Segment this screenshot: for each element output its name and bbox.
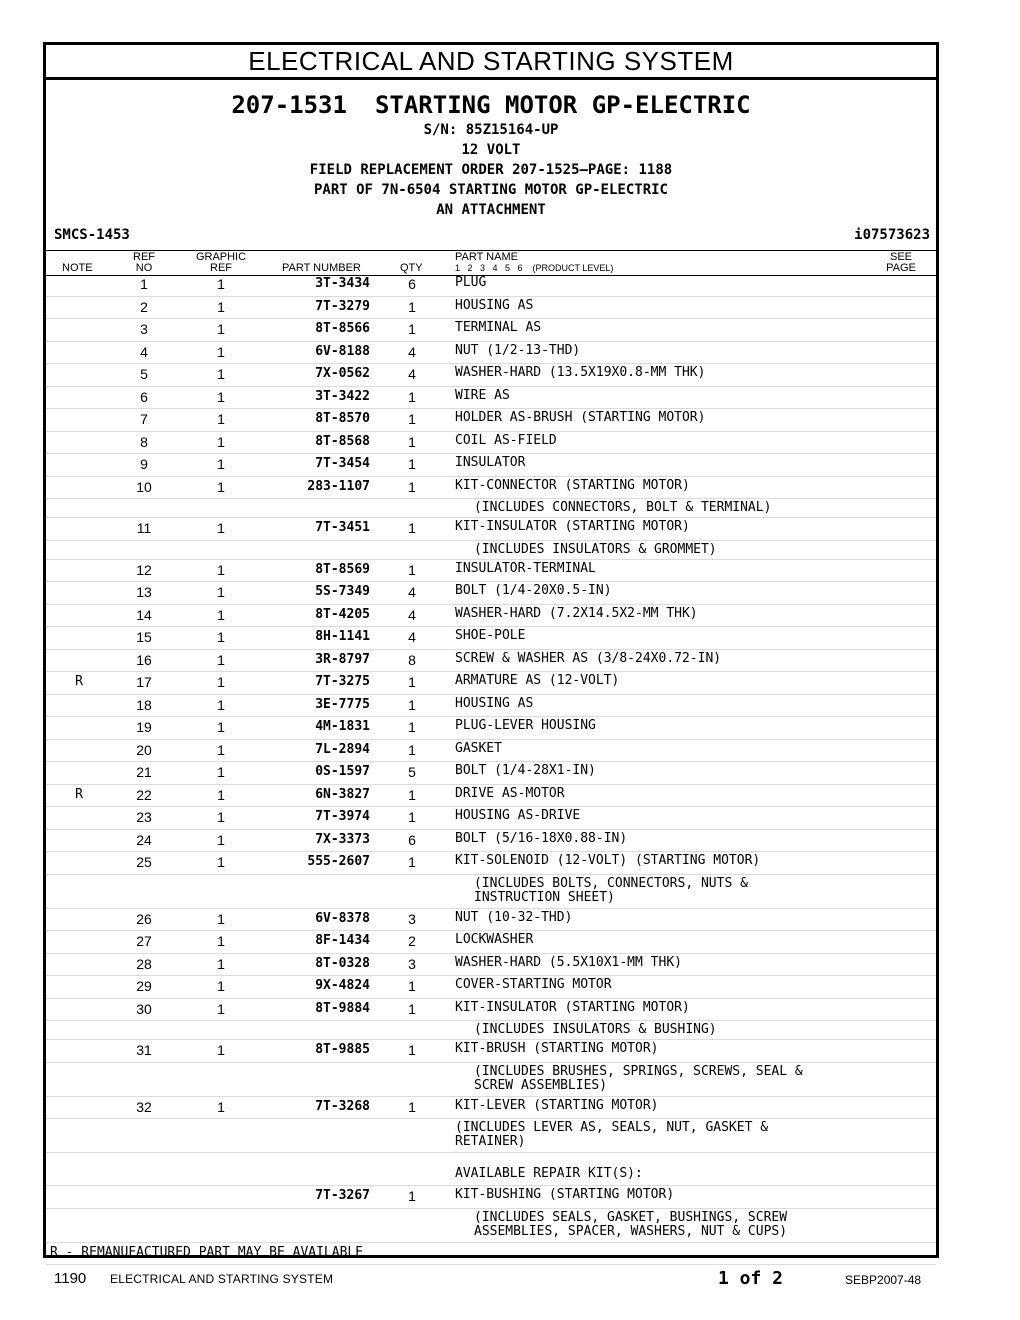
row-ref-no: 25: [136, 854, 152, 870]
table-row: [46, 976, 936, 999]
row-graphic-ref: 1: [217, 298, 225, 315]
row-part-name: PLUG-LEVER HOUSING: [455, 718, 596, 733]
row-part-number: 7T-3451: [315, 520, 370, 535]
row-ref-no: 22: [136, 786, 152, 803]
table-row: [46, 387, 936, 410]
group-number: 207-1531: [231, 91, 347, 119]
row-qty: 1: [408, 456, 416, 472]
col-product-level: 1 2 3 4 5 6 (PRODUCT LEVEL): [455, 263, 614, 273]
row-qty: 1: [408, 674, 416, 690]
table-row: [46, 1186, 936, 1209]
col-part-name: PART NAME: [455, 251, 518, 263]
row-qty: 1: [408, 520, 416, 536]
table-row: [46, 695, 936, 718]
row-graphic-ref: 1: [217, 388, 225, 405]
row-part-name: SHOE-POLE: [455, 628, 526, 643]
row-qty: 1: [408, 786, 416, 803]
row-part-number: 8T-0328: [315, 955, 370, 971]
row-qty: 1: [408, 719, 416, 735]
row-part-name: KIT-BRUSH (STARTING MOTOR): [455, 1041, 659, 1056]
row-graphic-ref: 1: [217, 520, 225, 536]
table-row: [46, 785, 936, 808]
row-graphic-ref: 1: [217, 696, 225, 713]
row-part-name: HOUSING AS-DRIVE: [455, 808, 581, 823]
row-qty: 1: [408, 478, 416, 495]
row-qty: 1: [408, 741, 416, 758]
table-row: [46, 1097, 936, 1120]
table-row: [46, 954, 936, 977]
row-part-name: KIT-INSULATOR (STARTING MOTOR): [455, 999, 690, 1015]
table-row: [46, 875, 936, 909]
table-row: [46, 1021, 936, 1040]
row-qty: 1: [408, 321, 416, 337]
row-graphic-ref: 1: [217, 433, 225, 450]
row-qty: 8: [408, 651, 416, 668]
row-qty: 4: [408, 343, 416, 360]
row-ref-no: 17: [136, 674, 152, 690]
table-row: [46, 762, 936, 785]
table-row: [46, 454, 936, 477]
row-ref-no: 19: [136, 719, 152, 735]
row-part-number: 4M-1831: [315, 719, 370, 734]
col-see-2: PAGE: [886, 262, 916, 274]
row-graphic-ref: 1: [217, 955, 225, 972]
row-graphic-ref: 1: [217, 741, 225, 758]
row-qty: 1: [408, 388, 416, 405]
row-graphic-ref: 1: [217, 831, 225, 848]
row-ref-no: 21: [136, 764, 152, 780]
footnote-row: [46, 1243, 936, 1265]
row-part-number: 7T-3267: [315, 1188, 370, 1203]
row-part-name: KIT-INSULATOR (STARTING MOTOR): [455, 519, 690, 534]
col-ref-1: REF: [133, 251, 155, 263]
row-part-number: 8T-8566: [315, 321, 370, 336]
row-part-name: GASKET: [455, 740, 502, 756]
row-part-number: 7L-2894: [315, 741, 370, 757]
row-part-number: 7X-3373: [315, 831, 370, 847]
row-graphic-ref: 1: [217, 321, 225, 337]
row-part-name: HOLDER AS-BRUSH (STARTING MOTOR): [455, 410, 706, 425]
row-qty: 1: [408, 854, 416, 870]
row-graphic-ref: 1: [217, 809, 225, 825]
row-graphic-ref: 1: [217, 629, 225, 645]
row-part-number: 555-2607: [307, 854, 370, 869]
col-note: NOTE: [62, 262, 93, 274]
table-row: [46, 499, 936, 518]
row-ref-no: 12: [136, 561, 152, 578]
table-row: [46, 582, 936, 605]
row-graphic-ref: 1: [217, 606, 225, 623]
row-part-name: BOLT (1/4-28X1-IN): [455, 763, 596, 778]
row-part-name: (INCLUDES BRUSHES, SPRINGS, SCREWS, SEAL & SCREW ASSEMBLIES): [474, 1063, 803, 1093]
table-row: [46, 1119, 936, 1153]
row-graphic-ref: 1: [217, 978, 225, 994]
row-part-number: 8T-9884: [315, 1000, 370, 1016]
row-note: R: [75, 786, 83, 802]
row-part-name: HOUSING AS: [455, 297, 534, 313]
row-qty: 6: [408, 276, 416, 292]
row-ref-no: 18: [136, 696, 152, 713]
row-part-name: COVER-STARTING MOTOR: [455, 977, 612, 992]
table-row: [46, 274, 936, 297]
table-row: [46, 740, 936, 763]
table-row: [46, 432, 936, 455]
row-part-name: PLUG: [455, 275, 487, 290]
row-graphic-ref: 1: [217, 1000, 225, 1017]
col-ref-2: NO: [135, 262, 153, 274]
row-part-number: 3E-7775: [315, 696, 370, 712]
row-graphic-ref: 1: [217, 366, 225, 382]
table-row: [46, 342, 936, 365]
footer-doc-id: SEBP2007-48: [845, 1273, 922, 1287]
subtitle-serial: S/N: 85Z15164-UP: [423, 122, 559, 138]
row-part-name: HOUSING AS: [455, 695, 534, 711]
row-qty: 3: [408, 910, 416, 927]
row-part-name: (INCLUDES BOLTS, CONNECTORS, NUTS & INSTRUCTION SHEET): [474, 875, 748, 905]
row-ref-no: 3: [140, 321, 148, 337]
row-part-number: 7T-3279: [315, 298, 370, 314]
row-graphic-ref: 1: [217, 910, 225, 927]
row-qty: 2: [408, 933, 416, 949]
row-ref-no: 7: [140, 411, 148, 427]
row-part-number: 7T-3275: [315, 674, 370, 689]
row-graphic-ref: 1: [217, 478, 225, 495]
row-qty: 1: [408, 561, 416, 578]
row-qty: 3: [408, 955, 416, 972]
row-graphic-ref: 1: [217, 651, 225, 668]
footer-page-number: 1190: [54, 1270, 87, 1287]
row-qty: 1: [408, 696, 416, 713]
row-part-name: BOLT (5/16-18X0.88-IN): [455, 830, 628, 846]
system-title: ELECTRICAL AND STARTING SYSTEM: [46, 45, 936, 80]
row-part-name: (INCLUDES LEVER AS, SEALS, NUT, GASKET & RETAINER): [455, 1120, 769, 1149]
row-part-number: 5S-7349: [315, 584, 370, 599]
col-graphic-2: REF: [210, 262, 232, 274]
row-graphic-ref: 1: [217, 764, 225, 780]
row-ref-no: 28: [136, 955, 152, 972]
row-part-name: KIT-BUSHING (STARTING MOTOR): [455, 1187, 675, 1202]
row-part-number: 7T-3974: [315, 809, 370, 824]
row-part-number: 283-1107: [307, 478, 370, 494]
table-row: [46, 1209, 936, 1243]
row-ref-no: 31: [136, 1042, 152, 1058]
row-ref-no: 1: [140, 276, 148, 292]
row-part-name: WASHER-HARD (13.5X19X0.8-MM THK): [455, 365, 706, 380]
row-part-number: 8T-4205: [315, 606, 370, 622]
row-graphic-ref: 1: [217, 719, 225, 735]
row-ref-no: 13: [136, 584, 152, 600]
row-part-number: 8H-1141: [315, 629, 370, 644]
row-part-number: 8T-8570: [315, 411, 370, 426]
group-name: STARTING MOTOR GP-ELECTRIC: [374, 91, 751, 119]
row-part-number: 8T-9885: [315, 1042, 370, 1057]
table-row: [46, 364, 936, 387]
row-ref-no: 10: [136, 478, 152, 495]
row-ref-no: 9: [140, 456, 148, 472]
footer-system: ELECTRICAL AND STARTING SYSTEM: [110, 1272, 334, 1286]
row-qty: 1: [408, 1000, 416, 1017]
row-part-name: WASHER-HARD (7.2X14.5X2-MM THK): [455, 605, 698, 621]
row-graphic-ref: 1: [217, 343, 225, 360]
table-row: [46, 1063, 936, 1097]
row-part-name: KIT-LEVER (STARTING MOTOR): [455, 1097, 659, 1113]
row-part-name: TERMINAL AS: [455, 320, 542, 335]
table-row: [46, 852, 936, 875]
row-qty: 4: [408, 629, 416, 645]
row-part-name: BOLT (1/4-20X0.5-IN): [455, 583, 612, 598]
row-qty: 1: [408, 298, 416, 315]
row-ref-no: 30: [136, 1000, 152, 1017]
row-graphic-ref: 1: [217, 786, 225, 803]
row-qty: 1: [408, 1098, 416, 1115]
row-graphic-ref: 1: [217, 1042, 225, 1058]
row-part-name: (INCLUDES INSULATORS & GROMMET): [474, 541, 717, 557]
row-part-number: 7T-3268: [315, 1098, 370, 1114]
smcs-code: SMCS-1453: [54, 227, 130, 243]
table-row: [46, 999, 936, 1022]
col-part-number: PART NUMBER: [282, 262, 361, 274]
col-graphic-1: GRAPHIC: [195, 251, 247, 263]
table-row: [46, 1040, 936, 1063]
row-qty: 1: [408, 809, 416, 825]
row-graphic-ref: 1: [217, 276, 225, 292]
row-qty: 1: [408, 1188, 416, 1204]
page-footer: [0, 1268, 1020, 1292]
row-part-number: 6V-8188: [315, 343, 370, 359]
row-ref-no: 2: [140, 298, 148, 315]
row-part-number: 8F-1434: [315, 933, 370, 948]
row-qty: 1: [408, 411, 416, 427]
table-row: [46, 931, 936, 954]
row-part-number: 3T-3422: [315, 388, 370, 404]
table-row: [46, 605, 936, 628]
table-row: [46, 672, 936, 695]
row-part-name: DRIVE AS-MOTOR: [455, 785, 565, 801]
row-qty: 1: [408, 978, 416, 994]
row-part-name: NUT (10-32-THD): [455, 909, 573, 925]
table-row: [46, 297, 936, 320]
table-row: [46, 409, 936, 432]
row-qty: 1: [408, 433, 416, 450]
row-graphic-ref: 1: [217, 561, 225, 578]
table-row: [46, 830, 936, 853]
row-part-number: 3T-3434: [315, 276, 370, 291]
row-part-name: WIRE AS: [455, 387, 510, 403]
row-part-number: 7T-3454: [315, 456, 370, 471]
group-title: [46, 90, 936, 120]
row-part-number: 6N-3827: [315, 786, 370, 802]
table-row: [46, 807, 936, 830]
row-part-name: WASHER-HARD (5.5X10X1-MM THK): [455, 954, 682, 970]
col-see-1: SEE: [889, 251, 912, 263]
table-row: [46, 1153, 936, 1186]
row-part-name: SCREW & WASHER AS (3/8-24X0.72-IN): [455, 650, 722, 666]
row-qty: 4: [408, 584, 416, 600]
row-part-number: 0S-1597: [315, 764, 370, 779]
row-part-number: 8T-8569: [315, 561, 370, 577]
table-row: [46, 518, 936, 541]
row-part-name: COIL AS-FIELD: [455, 432, 557, 448]
row-ref-no: 4: [140, 343, 148, 360]
row-part-name: NUT (1/2-13-THD): [455, 342, 581, 358]
row-part-name: KIT-SOLENOID (12-VOLT) (STARTING MOTOR): [455, 853, 761, 868]
table-row: [46, 717, 936, 740]
row-qty: 4: [408, 606, 416, 623]
illustration-id: i07573623: [854, 227, 930, 243]
row-part-number: 9X-4824: [315, 978, 370, 993]
group-header: [46, 80, 936, 220]
row-part-number: 8T-8568: [315, 433, 370, 449]
row-part-name: (INCLUDES INSULATORS & BUSHING): [474, 1022, 717, 1037]
row-note: R: [75, 674, 83, 689]
table-row: [46, 477, 936, 500]
table-row: [46, 541, 936, 560]
column-headers: [46, 250, 936, 276]
row-part-number: 6V-8378: [315, 910, 370, 926]
row-part-name: INSULATOR-TERMINAL: [455, 560, 596, 576]
subtitle-attachment: AN ATTACHMENT: [436, 202, 546, 218]
parts-page-frame: [43, 42, 939, 1258]
row-ref-no: 6: [140, 388, 148, 405]
footer-page-of: 1 of 2: [718, 1268, 784, 1289]
row-ref-no: 24: [136, 831, 152, 848]
row-part-name: KIT-CONNECTOR (STARTING MOTOR): [455, 477, 690, 493]
row-ref-no: 11: [136, 520, 152, 536]
row-part-name: (INCLUDES CONNECTORS, BOLT & TERMINAL): [474, 500, 772, 515]
row-ref-no: 20: [136, 741, 152, 758]
row-qty: 4: [408, 366, 416, 382]
table-row: [46, 627, 936, 650]
row-graphic-ref: 1: [217, 456, 225, 472]
row-graphic-ref: 1: [217, 674, 225, 690]
row-ref-no: 23: [136, 809, 152, 825]
row-part-name: INSULATOR: [455, 455, 526, 470]
row-graphic-ref: 1: [217, 584, 225, 600]
row-ref-no: 8: [140, 433, 148, 450]
row-ref-no: 26: [136, 910, 152, 927]
row-part-number: 3R-8797: [315, 651, 370, 667]
row-ref-no: 29: [136, 978, 152, 994]
table-row: [46, 650, 936, 673]
parts-table: [46, 274, 936, 1265]
row-ref-no: 16: [136, 651, 152, 668]
row-graphic-ref: 1: [217, 411, 225, 427]
row-graphic-ref: 1: [217, 854, 225, 870]
table-row: [46, 909, 936, 932]
subtitle-part-of: PART OF 7N-6504 STARTING MOTOR GP-ELECTRIC: [313, 182, 668, 198]
subtitle-voltage: 12 VOLT: [461, 142, 521, 158]
row-ref-no: 5: [140, 366, 148, 382]
row-ref-no: 32: [136, 1098, 152, 1115]
row-qty: 1: [408, 1042, 416, 1058]
row-graphic-ref: 1: [217, 1098, 225, 1115]
col-qty: QTY: [400, 262, 423, 274]
row-qty: 5: [408, 764, 416, 780]
row-part-number: 7X-0562: [315, 366, 370, 381]
row-part-name: (INCLUDES SEALS, GASKET, BUSHINGS, SCREW ASSEMBLIES, SPACER, WASHERS, NUT & CUPS): [474, 1209, 788, 1239]
row-qty: 6: [408, 831, 416, 848]
subtitle-field-order: FIELD REPLACEMENT ORDER 207-1525—PAGE: 1188: [309, 162, 673, 178]
row-ref-no: 14: [136, 606, 152, 623]
table-row: [46, 319, 936, 342]
table-row: [46, 560, 936, 583]
remanufactured-footnote: R - REMANUFACTURED PART MAY BE AVAILABLE: [50, 1244, 364, 1260]
row-ref-no: 15: [136, 629, 152, 645]
row-part-name: AVAILABLE REPAIR KIT(S):: [455, 1166, 643, 1181]
row-ref-no: 27: [136, 933, 152, 949]
row-graphic-ref: 1: [217, 933, 225, 949]
row-part-name: LOCKWASHER: [455, 932, 534, 947]
row-part-name: ARMATURE AS (12-VOLT): [455, 673, 620, 688]
